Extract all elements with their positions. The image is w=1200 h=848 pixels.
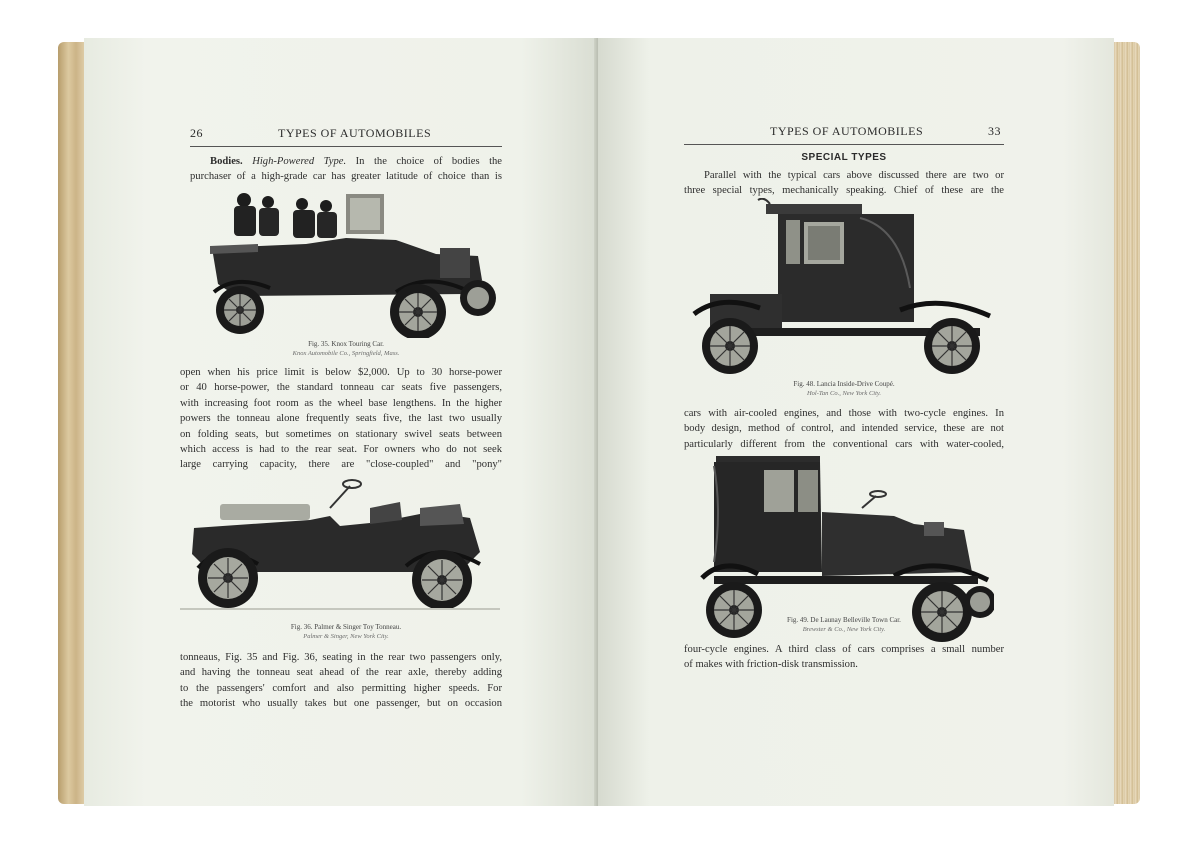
left-running-head: TYPES OF AUTOMOBILES — [278, 126, 432, 140]
right-page — [598, 38, 1114, 806]
figure-48-lancia-coupe — [690, 198, 1002, 378]
figure-36-palmer-singer-toy-tonneau — [180, 468, 500, 618]
figure-35-knox-touring-car — [196, 188, 496, 338]
figure-48-credit: Hol-Tan Co., New York City. — [806, 390, 882, 397]
left-head-rule — [190, 146, 502, 147]
intro-line: In the choice of bodies the — [355, 156, 503, 167]
text-line: the motorist who usually takes but one passenger, but on occasion — [180, 698, 502, 710]
text-line: open when his price limit is below $2,000. Up to 30 horse-power — [180, 367, 502, 378]
intro-lead-bold: Bodies. — [210, 156, 243, 167]
text-line: to the passengers' comfort and also permitting higher speeds. For — [180, 682, 502, 694]
open-book — [58, 36, 1140, 810]
text-line: on folding seats, but sometimes on stationary swivel seats between — [180, 428, 502, 440]
palmer-singer-car-image — [180, 468, 500, 618]
figure-36-credit: Palmer & Singer, New York City. — [303, 633, 389, 640]
left-page-number: 26 — [190, 126, 203, 140]
right-paragraph-1 — [684, 168, 1004, 199]
text-line: particularly different from the conventional cars with water-cooled, — [684, 438, 1004, 450]
figure-35-caption-block — [190, 340, 502, 358]
figure-49-credit: Brewster & Co., New York City. — [802, 626, 886, 633]
figure-49-caption: Fig. 49. De Launay Belleville Town Car. — [787, 616, 901, 624]
figure-36-caption-block — [190, 623, 502, 641]
figure-35-credit: Knox Automobile Co., Springfield, Mass. — [292, 350, 400, 357]
right-head-rule — [684, 144, 1004, 145]
figure-36-caption: Fig. 36. Palmer & Singer Toy Tonneau. — [290, 623, 402, 631]
right-paragraph-3 — [684, 642, 1004, 673]
text-line: large carrying capacity, there are "close-coupled" and "pony" — [180, 459, 502, 471]
figure-49-caption-block — [684, 616, 1004, 634]
text-line: of makes with friction-disk transmission. — [684, 659, 858, 671]
right-page-number: 33 — [988, 124, 1001, 138]
left-paragraph-3 — [180, 650, 502, 712]
text-line: four-cycle engines. A third class of cars comprises a small number — [684, 644, 1004, 655]
left-page — [84, 38, 598, 806]
text-line: Parallel with the typical cars above discussed there are two or — [704, 170, 1004, 181]
text-line: powers the tonneau alone frequently seats five, the last two usually — [180, 413, 502, 425]
text-line: which access is had to the rear seat. For owners who do not seek — [180, 444, 502, 456]
text-line: body design, method of control, and intended service, these are not — [684, 423, 1004, 435]
right-page-edges — [1114, 42, 1140, 804]
text-line: cars with air-cooled engines, and those with two-cycle engines. In — [684, 408, 1004, 419]
left-paragraph-2 — [180, 365, 502, 473]
text-line: or 40 horse-power, the standard tonneau car seats five passengers, — [180, 382, 502, 394]
left-intro-paragraph — [190, 154, 502, 185]
right-paragraph-2 — [684, 406, 1004, 452]
figure-48-caption: Fig. 48. Lancia Inside-Drive Coupé. — [793, 380, 895, 388]
section-heading: SPECIAL TYPES — [801, 152, 887, 163]
knox-touring-car-image — [196, 188, 496, 338]
intro-line: purchaser of a high-grade car has greater latitude of choice than is — [190, 171, 502, 183]
figure-35-caption: Fig. 35. Knox Touring Car. — [308, 340, 384, 348]
lancia-coupe-image — [690, 198, 1002, 378]
text-line: tonneaus, Fig. 35 and Fig. 36, seating in the rear two passengers only, — [180, 652, 502, 663]
intro-lead-italic: High-Powered Type. — [252, 156, 347, 167]
text-line: three special types, mechanically speaking. Chief of these are the — [684, 185, 1004, 197]
text-line: with increasing foot room as the wheel base lengthens. In the higher — [180, 397, 502, 409]
text-line: and having the tonneau seat ahead of the rear axle, thereby adding — [180, 667, 502, 679]
figure-48-caption-block — [684, 380, 1004, 398]
right-running-head: TYPES OF AUTOMOBILES — [770, 124, 924, 138]
